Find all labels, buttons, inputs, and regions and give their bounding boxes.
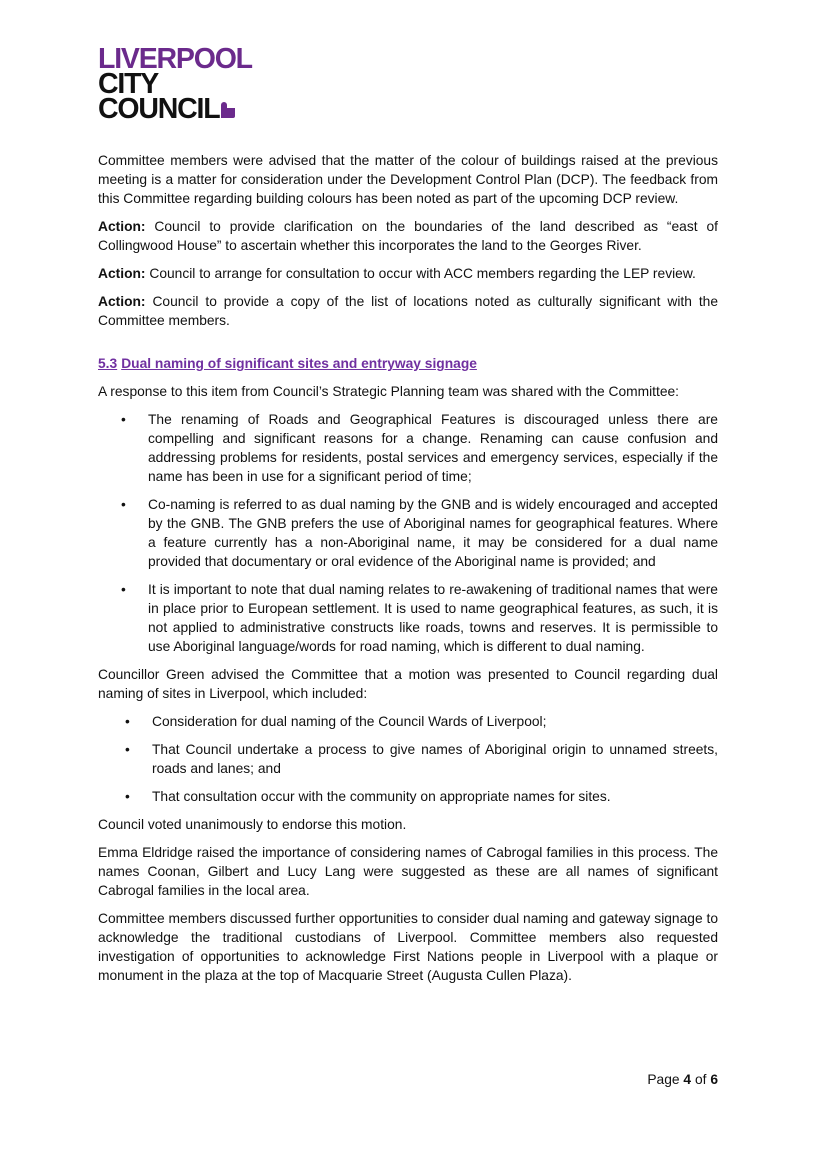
bullet-list-planning: [98, 410, 718, 656]
action-label: Action:: [98, 266, 146, 281]
action-item: [98, 264, 718, 283]
page-number: [647, 1072, 718, 1087]
paragraph-councillor-green: Councillor Green advised the Committee that a motion was presented to Council regarding dual naming of sites in Liverpool, which included:: [98, 667, 718, 701]
current-page: 4: [683, 1072, 692, 1087]
logo-line-3: [98, 93, 252, 125]
list-item: • That Council undertake a process to give names of Aboriginal origin to unnamed streets, roads and lanes; and: [98, 740, 718, 778]
section-number: 5.3: [98, 356, 118, 371]
action-label: Action:: [98, 294, 146, 309]
logo-line-3-text: COUNCIL: [98, 93, 220, 125]
action-item: [98, 292, 718, 330]
paragraph-emma-eldridge: Emma Eldridge raised the importance of considering names of Cabrogal families in this process. The names Coonan, Gilbert and Lucy Lang were suggested as these are all names of significant Cabrogal families in the local area.: [98, 845, 718, 898]
list-item: • That consultation occur with the community on appropriate names for sites.: [98, 787, 718, 806]
section-title: Dual naming of significant sites and entryway signage: [121, 356, 477, 371]
action-text: Council to provide clarification on the boundaries of the land described as “east of Collingwood House” to ascertain whether this incorporates the land to the Georges River.: [98, 219, 718, 253]
paragraph-colour-buildings: Committee members were advised that the matter of the colour of buildings raised at the previous meeting is a matter for consideration under the Development Control Plan (DCP). The feedback from this Committee regarding building colours has been noted as part of the upcoming DCP review.: [98, 153, 718, 206]
paragraph-intro: A response to this item from Council’s Strategic Planning team was shared with the Committee:: [98, 384, 680, 399]
council-logo: [98, 43, 252, 125]
total-pages: 6: [710, 1072, 718, 1087]
section-heading: [98, 354, 718, 373]
list-item: • Consideration for dual naming of the Council Wards of Liverpool;: [98, 712, 718, 731]
paragraph-committee-discussion: Committee members discussed further opportunities to consider dual naming and gateway signage to acknowledge the traditional custodians of Liverpool. Committee members also requested investigation of opportunities to acknowledge First Nations people in Liverpool with a plaque or monument in the plaza at the top of Macquarie Street (Augusta Cullen Plaza).: [98, 911, 718, 983]
logo-line-2: CITY: [98, 68, 159, 100]
action-item: [98, 217, 718, 255]
action-text: Council to arrange for consultation to occur with ACC members regarding the LEP review.: [145, 266, 696, 281]
list-item: • It is important to note that dual naming relates to re-awakening of traditional names that were in place prior to European settlement. It is used to name geographical features, as such, it is not applied to administrative constructs like roads, towns and reserves. It is permissible to use Aboriginal language/words for road naming, which is different to dual naming.: [98, 580, 718, 656]
bullet-list-motion: [98, 712, 718, 806]
list-item: • Co-naming is referred to as dual naming by the GNB and is widely encouraged and accepted by the GNB. The GNB prefers the use of Aboriginal names for geographical features. Where a feature currently has a non-Aboriginal name, it may be considered for a dual name provided that documentary or oral evidence of the Aboriginal name is provided; and: [98, 495, 718, 571]
list-item: • The renaming of Roads and Geographical Features is discouraged unless there are compelling and significant reasons for a change. Renaming can cause confusion and addressing problems for residents, postal services and emergency services, especially if the name has been in use for a significant period of time;: [98, 410, 718, 486]
action-text: Council to provide a copy of the list of locations noted as culturally significant with the Committee members.: [98, 294, 718, 328]
of-word: of: [694, 1072, 707, 1087]
logo-line-1: LIVERPOOL: [98, 43, 252, 75]
action-label: Action:: [98, 219, 146, 234]
document-body: [98, 151, 718, 994]
paragraph-council-voted: Council voted unanimously to endorse this motion.: [98, 817, 407, 832]
page-word: Page: [647, 1072, 680, 1087]
logo-mark-icon: [221, 108, 235, 118]
